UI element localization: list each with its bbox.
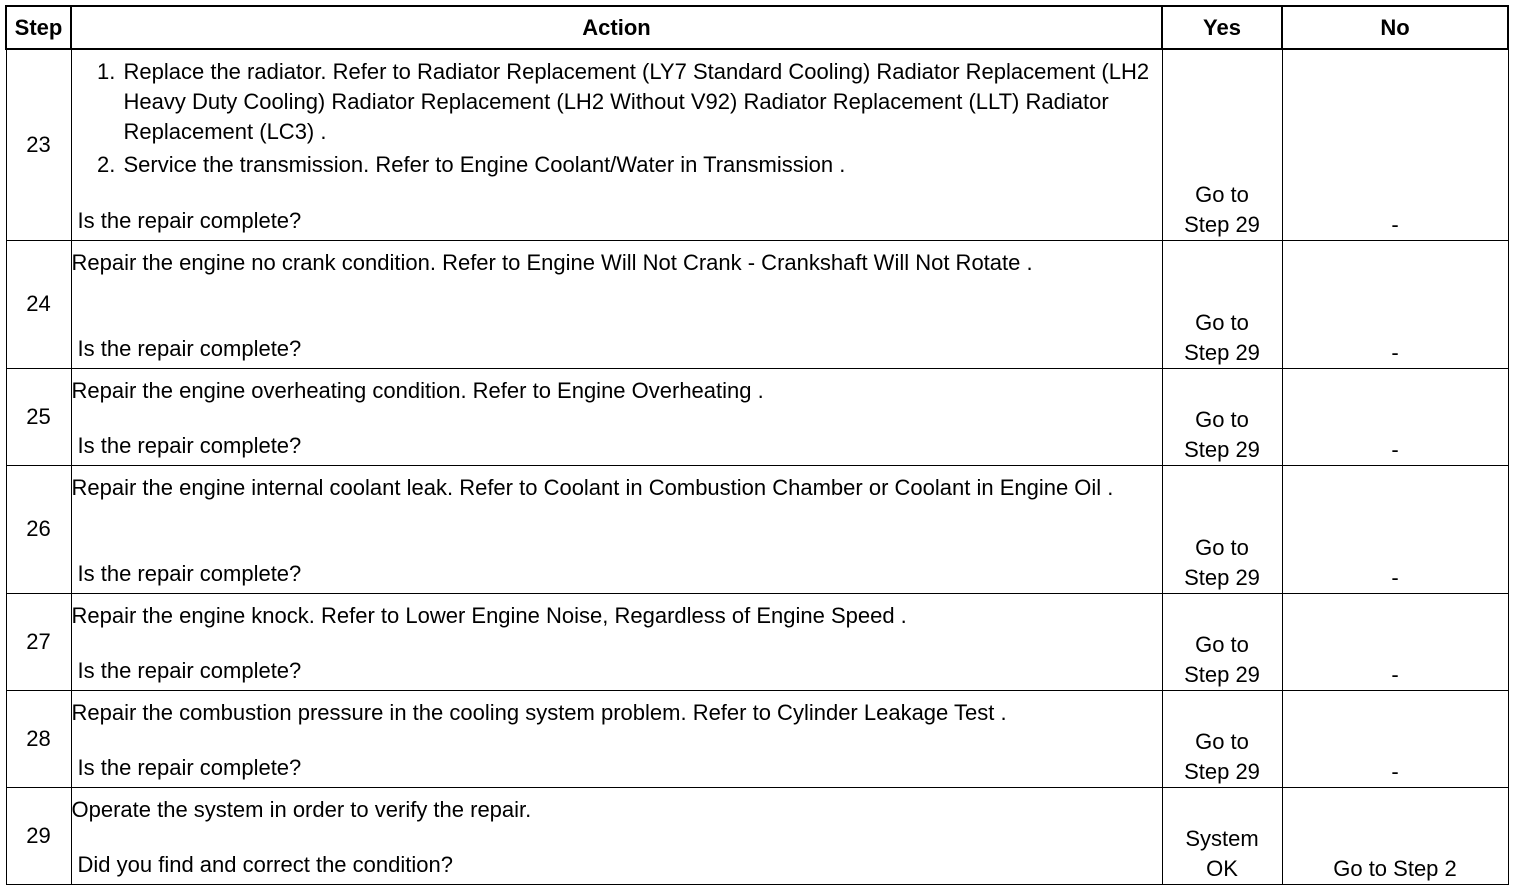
table-row xyxy=(6,690,1508,787)
no-result: - xyxy=(1282,465,1508,593)
step-number: 27 xyxy=(6,593,71,690)
action-question: Is the repair complete? xyxy=(77,207,302,233)
step-number: 29 xyxy=(6,787,71,884)
header-yes: Yes xyxy=(1162,6,1282,49)
yes-result-line1: Go to xyxy=(1195,181,1249,207)
action-question: Is the repair complete? xyxy=(77,754,302,780)
action-cell xyxy=(71,690,1162,787)
action-question: Is the repair complete? xyxy=(77,335,302,361)
step-number: 23 xyxy=(6,49,71,240)
action-text: Repair the engine internal coolant leak. Refer to Coolant in Combustion Chamber or Coolant in Engine Oil . xyxy=(71,474,1114,500)
yes-cell xyxy=(1162,593,1282,690)
header-no: No xyxy=(1282,6,1508,49)
yes-cell xyxy=(1162,240,1282,368)
action-step-item: 2. Service the transmission. Refer to Engine Coolant/Water in Transmission . xyxy=(122,150,1162,180)
table-row xyxy=(6,465,1508,593)
yes-result-line2: OK xyxy=(1206,855,1238,881)
action-cell xyxy=(71,593,1162,690)
action-cell xyxy=(71,787,1162,884)
table-row xyxy=(6,49,1508,240)
yes-result-line2: Step 29 xyxy=(1184,339,1260,365)
no-result: - xyxy=(1282,593,1508,690)
step-number: 26 xyxy=(6,465,71,593)
header-step: Step xyxy=(6,6,71,49)
diagnostic-table xyxy=(5,5,1509,885)
yes-cell xyxy=(1162,368,1282,465)
yes-cell xyxy=(1162,465,1282,593)
yes-result-line1: Go to xyxy=(1195,406,1249,432)
yes-cell xyxy=(1162,49,1282,240)
action-text: Repair the combustion pressure in the cooling system problem. Refer to Cylinder Leakage Test . xyxy=(71,699,1007,725)
action-question: Is the repair complete? xyxy=(77,560,302,586)
action-question: Did you find and correct the condition? xyxy=(77,851,453,877)
step-number: 25 xyxy=(6,368,71,465)
yes-result-line2: Step 29 xyxy=(1184,661,1260,687)
yes-result-line2: Step 29 xyxy=(1184,211,1260,237)
yes-result-line1: Go to xyxy=(1195,309,1249,335)
yes-result-line2: Step 29 xyxy=(1184,758,1260,784)
yes-result-line2: Step 29 xyxy=(1184,564,1260,590)
action-question: Is the repair complete? xyxy=(77,657,302,683)
yes-result-line1: Go to xyxy=(1195,728,1249,754)
action-step-item: 1. Replace the radiator. Refer to Radiator Replacement (LY7 Standard Cooling) Radiator Replacement (LH2 Heavy Duty Cooling) Radiator Replacement (LH2 Without V92) Radiator Replacement (LLT) Radiator Replacement (LC3) . xyxy=(122,57,1162,147)
action-text: Repair the engine no crank condition. Refer to Engine Will Not Crank - Crankshaft Will Not Rotate . xyxy=(71,249,1033,275)
action-cell xyxy=(71,465,1162,593)
yes-result-line2: Step 29 xyxy=(1184,436,1260,462)
action-text: Repair the engine overheating condition. Refer to Engine Overheating . xyxy=(71,377,764,403)
no-result: - xyxy=(1282,368,1508,465)
header-action: Action xyxy=(71,6,1162,49)
table-row xyxy=(6,368,1508,465)
yes-cell xyxy=(1162,690,1282,787)
no-result: Go to Step 2 xyxy=(1282,787,1508,884)
no-result: - xyxy=(1282,240,1508,368)
table-row xyxy=(6,787,1508,884)
table-row xyxy=(6,593,1508,690)
action-text: Operate the system in order to verify the repair. xyxy=(71,796,532,822)
action-steps-list xyxy=(72,57,1162,180)
table-row xyxy=(6,240,1508,368)
action-cell xyxy=(71,368,1162,465)
yes-result-line1: Go to xyxy=(1195,631,1249,657)
header-row xyxy=(6,6,1508,49)
yes-cell xyxy=(1162,787,1282,884)
step-number: 28 xyxy=(6,690,71,787)
no-result: - xyxy=(1282,49,1508,240)
action-text: Repair the engine knock. Refer to Lower Engine Noise, Regardless of Engine Speed . xyxy=(71,602,907,628)
yes-result-line1: Go to xyxy=(1195,534,1249,560)
step-number: 24 xyxy=(6,240,71,368)
yes-result-line1: System xyxy=(1185,825,1259,851)
no-result: - xyxy=(1282,690,1508,787)
action-cell xyxy=(71,49,1162,240)
action-cell xyxy=(71,240,1162,368)
action-question: Is the repair complete? xyxy=(77,432,302,458)
